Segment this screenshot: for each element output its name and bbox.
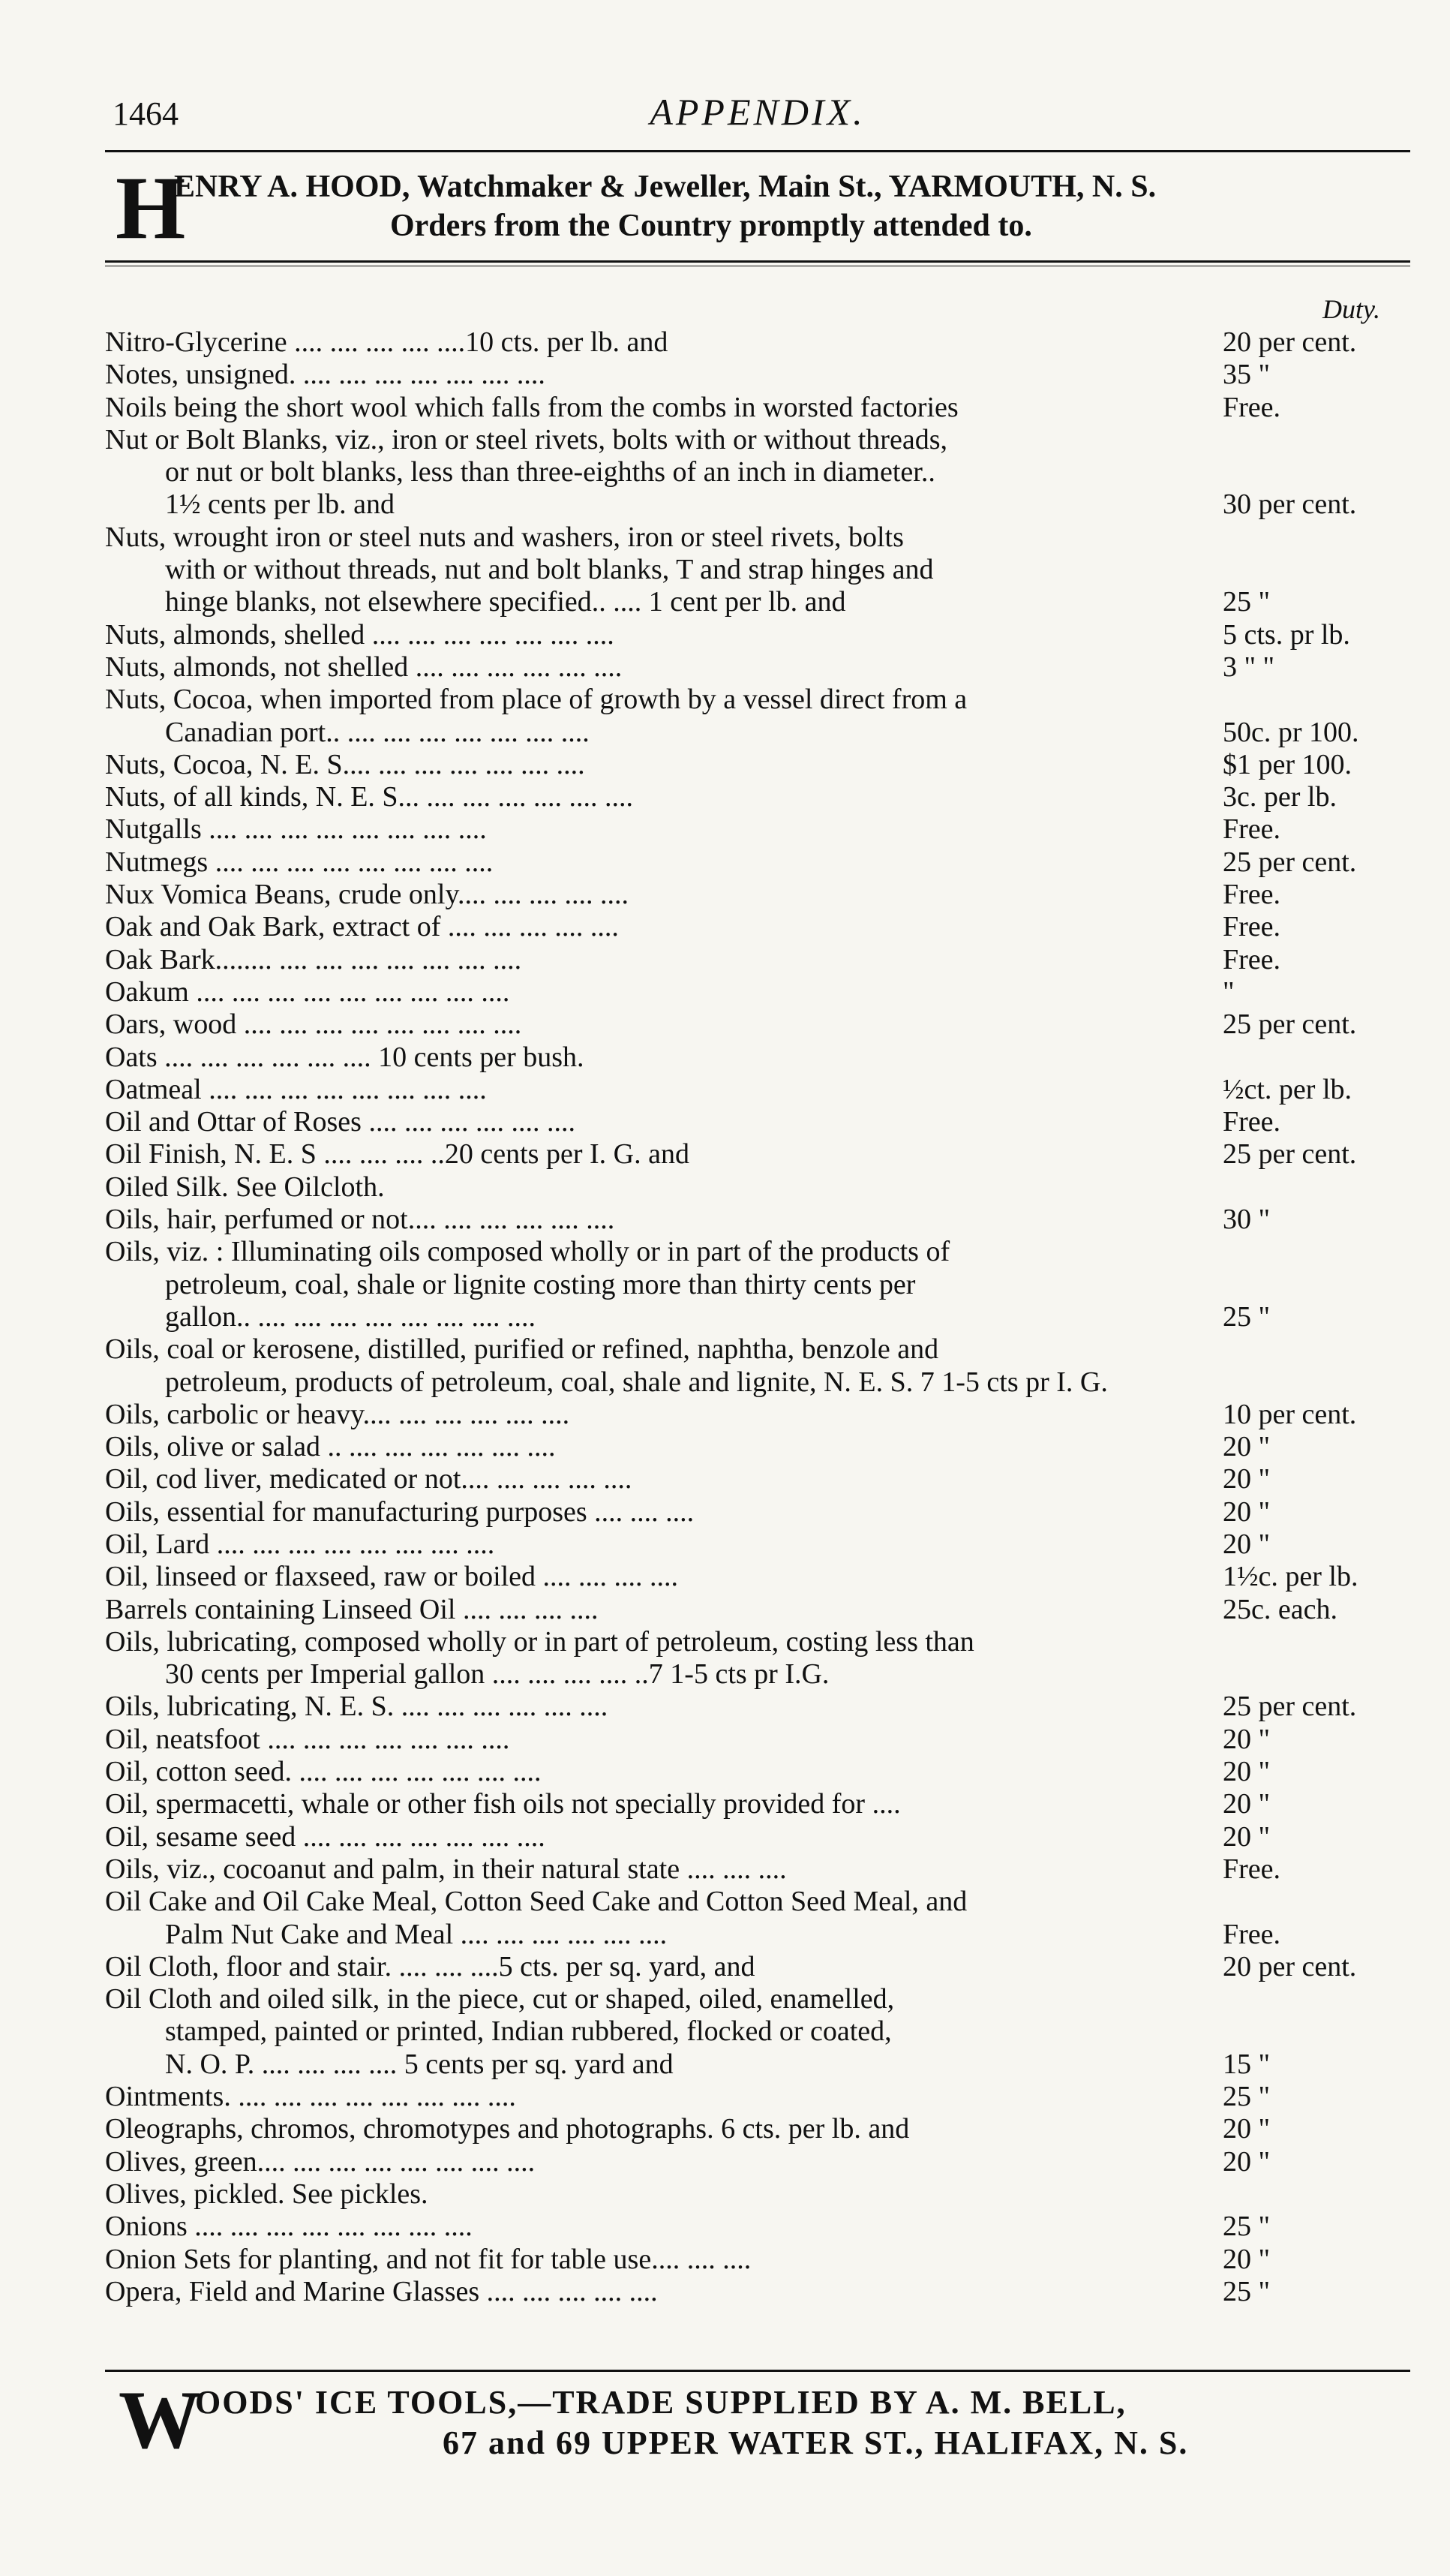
- entry-continuation: petroleum, products of petroleum, coal, shale and lignite, N. E. S. 7 1-5 cts pr I. G.: [165, 1366, 1108, 1398]
- entry-description: Oil, cod liver, medicated or not.... .... .... .... ....: [105, 1463, 632, 1495]
- tariff-entry: [105, 1561, 1410, 1593]
- tariff-entry: [105, 1074, 1410, 1106]
- tariff-entry: [105, 1691, 1410, 1723]
- entry-duty: 25 ": [1223, 586, 1271, 618]
- tariff-entry: [105, 1951, 1410, 1983]
- tariff-entry: [105, 2178, 1410, 2211]
- entry-duty: 15 ": [1223, 2048, 1271, 2080]
- entry-description: Notes, unsigned. .... .... .... .... .... .... ....: [105, 359, 545, 391]
- entry-description: Nuts, almonds, not shelled .... .... .... .... .... ....: [105, 651, 623, 683]
- tariff-entry: [105, 1756, 1410, 1788]
- tariff-entry: [105, 424, 1410, 522]
- page-number: 1464: [113, 95, 179, 132]
- entry-description: Nuts, wrought iron or steel nuts and washers, iron or steel rivets, bolts: [105, 521, 904, 553]
- entry-description: Onion Sets for planting, and not fit for table use.... .... ....: [105, 2243, 752, 2275]
- entry-duty: 20 ": [1223, 1820, 1271, 1853]
- entry-duty: Free.: [1223, 1853, 1281, 1885]
- tariff-entry: [105, 2113, 1410, 2145]
- entry-description: Oils, lubricating, N. E. S. .... .... .... .... .... ....: [105, 1691, 608, 1723]
- entry-continuation: 30 cents per Imperial gallon .... .... .... .... ..7 1-5 cts pr I.G.: [165, 1658, 830, 1691]
- entry-duty: 20 ": [1223, 2145, 1271, 2178]
- tariff-entry: [105, 2276, 1410, 2308]
- entry-description: Ointments. .... .... .... .... .... .... .... ....: [105, 2081, 516, 2113]
- entry-duty: 20 ": [1223, 2243, 1271, 2275]
- entry-duty: Free.: [1223, 1918, 1281, 1950]
- entry-duty: ": [1223, 975, 1235, 1008]
- entry-description: Olives, pickled. See pickles.: [105, 2178, 428, 2210]
- header-rule: [105, 150, 1410, 152]
- entry-continuation: Palm Nut Cake and Meal .... .... .... .... .... ....: [165, 1918, 668, 1950]
- entry-duty: Free.: [1223, 879, 1281, 911]
- top-ad-drop-cap: H: [116, 158, 186, 257]
- entry-description: Oil, sesame seed .... .... .... .... .... .... ....: [105, 1820, 545, 1853]
- entry-duty: 10 per cent.: [1223, 1398, 1357, 1430]
- entry-duty: 3 " ": [1223, 651, 1275, 683]
- tariff-entry: [105, 976, 1410, 1008]
- entry-duty: 30 per cent.: [1223, 488, 1357, 521]
- tariff-entry: [105, 1821, 1410, 1853]
- tariff-entry: [105, 1204, 1410, 1236]
- tariff-entry: [105, 1886, 1410, 1951]
- tariff-entry: [105, 879, 1410, 911]
- entry-duty: 1½c. per lb.: [1223, 1561, 1358, 1593]
- tariff-entry: [105, 1008, 1410, 1041]
- tariff-entry: [105, 684, 1410, 749]
- entry-duty: Free.: [1223, 1106, 1281, 1138]
- tariff-entry: [105, 1496, 1410, 1528]
- entry-description: Olives, green.... .... .... .... .... .... .... ....: [105, 2145, 536, 2178]
- entry-description: Oats .... .... .... .... .... .... 10 cents per bush.: [105, 1041, 584, 1073]
- entry-description: Oils, carbolic or heavy.... .... .... .... .... ....: [105, 1398, 570, 1430]
- tariff-entry: [105, 1399, 1410, 1431]
- entry-description: Oils, viz. : Illuminating oils composed wholly or in part of the products of: [105, 1236, 950, 1268]
- entry-continuation: stamped, painted or printed, Indian rubbered, flocked or coated,: [165, 2015, 892, 2048]
- page-header: [105, 90, 1410, 150]
- entry-continuation: with or without threads, nut and bolt blanks, T and strap hinges and: [165, 554, 934, 586]
- entry-duty: 25 per cent.: [1223, 1008, 1357, 1041]
- tariff-entry: [105, 326, 1410, 359]
- entry-continuation: N. O. P. .... .... .... .... 5 cents per sq. yard and: [165, 2048, 674, 2080]
- entry-duty: 5 cts. pr lb.: [1223, 618, 1350, 651]
- tariff-entry: [105, 1236, 1410, 1333]
- entry-description: Oil Cloth, floor and stair. .... .... ....5 cts. per sq. yard, and: [105, 1950, 755, 1982]
- entry-duty: ½ct. per lb.: [1223, 1073, 1352, 1105]
- entry-description: Nuts, almonds, shelled .... .... .... .... .... .... ....: [105, 618, 614, 651]
- entry-duty: 30 ": [1223, 1204, 1271, 1236]
- entry-duty: Free.: [1223, 813, 1281, 846]
- tariff-entry: [105, 1724, 1410, 1756]
- tariff-entry: [105, 1528, 1410, 1561]
- entry-description: Onions .... .... .... .... .... .... .... ....: [105, 2211, 473, 2243]
- entry-duty: 20 ": [1223, 1756, 1271, 1788]
- entry-description: Oleographs, chromos, chromotypes and photographs. 6 cts. per lb. and: [105, 2113, 910, 2145]
- tariff-entry: [105, 846, 1410, 879]
- tariff-entry: [105, 944, 1410, 976]
- entry-duty: Free.: [1223, 943, 1281, 975]
- entry-duty: 50c. pr 100.: [1223, 716, 1359, 748]
- entry-description: Oil, linseed or flaxseed, raw or boiled .... .... .... ....: [105, 1561, 679, 1593]
- tariff-entry: [105, 2081, 1410, 2113]
- entry-duty: 25 per cent.: [1223, 1691, 1357, 1723]
- tariff-entry: [105, 2244, 1410, 2276]
- entry-description: Oil, cotton seed. .... .... .... .... .... .... ....: [105, 1756, 542, 1788]
- tariff-entry: [105, 392, 1410, 424]
- tariff-entry: [105, 749, 1410, 781]
- tariff-entry: [105, 813, 1410, 846]
- entry-continuation: gallon.. .... .... .... .... .... .... .... ....: [165, 1300, 536, 1333]
- entry-description: Oils, viz., cocoanut and palm, in their natural state .... .... ....: [105, 1853, 787, 1885]
- entry-duty: Free.: [1223, 911, 1281, 943]
- entry-duty: 25 ": [1223, 2081, 1271, 2113]
- tariff-entry: [105, 1333, 1410, 1399]
- entry-duty: 25 per cent.: [1223, 1138, 1357, 1171]
- entry-description: Nut or Bolt Blanks, viz., iron or steel rivets, bolts with or without threads,: [105, 423, 947, 455]
- entry-duty: 20 ": [1223, 1528, 1271, 1560]
- entry-description: Oil, spermacetti, whale or other fish oils not specially provided for ....: [105, 1788, 901, 1820]
- entry-description: Oils, coal or kerosene, distilled, purified or refined, naphtha, benzole and: [105, 1333, 939, 1366]
- footer-advertisement: [105, 2374, 1410, 2469]
- tariff-entry: [105, 2146, 1410, 2178]
- entry-description: Barrels containing Linseed Oil .... .... .... ....: [105, 1593, 599, 1625]
- entry-description: Oak and Oak Bark, extract of .... .... .... .... ....: [105, 911, 619, 943]
- entry-continuation: hinge blanks, not elsewhere specified.. .... 1 cent per lb. and: [165, 586, 846, 618]
- entry-description: Nuts, Cocoa, when imported from place of growth by a vessel direct from a: [105, 684, 968, 716]
- tariff-entry: [105, 522, 1410, 619]
- entry-description: Oatmeal .... .... .... .... .... .... .... ....: [105, 1073, 487, 1105]
- tariff-entry: [105, 1788, 1410, 1820]
- page: [105, 90, 1410, 2308]
- entry-duty: 20 ": [1223, 1463, 1271, 1495]
- top-ad-line-1: ENRY A. HOOD, Watchmaker & Jeweller, Main St., YARMOUTH, N. S.: [174, 170, 1157, 204]
- footer-ad-line-1: OODS' ICE TOOLS,—TRADE SUPPLIED BY A. M. BELL,: [195, 2384, 1127, 2421]
- tariff-entry: [105, 1171, 1410, 1204]
- entry-description: Oils, olive or salad .. .... .... .... .... .... ....: [105, 1431, 556, 1463]
- footer-ad-line-2: 67 and 69 UPPER WATER ST., HALIFAX, N. S.: [443, 2424, 1189, 2461]
- entry-duty: 3c. per lb.: [1223, 781, 1337, 813]
- entry-description: Oars, wood .... .... .... .... .... .... .... ....: [105, 1008, 522, 1041]
- tariff-entry: [105, 651, 1410, 684]
- entry-duty: 20 per cent.: [1223, 1950, 1357, 1982]
- entry-duty: 25 ": [1223, 2275, 1271, 2307]
- top-ad-line-2: Orders from the Country promptly attended to.: [390, 209, 1032, 243]
- entry-continuation: 1½ cents per lb. and: [165, 488, 395, 521]
- entry-duty: $1 per 100.: [1223, 748, 1352, 780]
- tariff-entry: [105, 1983, 1410, 2081]
- entry-duty: 25 ": [1223, 2211, 1271, 2243]
- entry-duty: 25c. each.: [1223, 1593, 1337, 1625]
- entry-description: Opera, Field and Marine Glasses .... .... .... .... ....: [105, 2275, 658, 2307]
- tariff-entry: [105, 1594, 1410, 1626]
- top-advertisement: [105, 158, 1410, 260]
- tariff-entry: [105, 1138, 1410, 1171]
- tariff-entry: [105, 359, 1410, 391]
- entry-description: Oils, essential for manufacturing purposes .... .... ....: [105, 1495, 695, 1528]
- running-head: APPENDIX.: [650, 91, 866, 133]
- entry-description: Oil Finish, N. E. S .... .... .... ..20 cents per I. G. and: [105, 1138, 689, 1171]
- ad-rule: [105, 260, 1410, 266]
- entry-description: Oil Cake and Oil Cake Meal, Cotton Seed Cake and Cotton Seed Meal, and: [105, 1886, 968, 1918]
- tariff-entry: [105, 619, 1410, 651]
- entry-continuation: or nut or bolt blanks, less than three-eighths of an inch in diameter..: [165, 456, 935, 488]
- entry-description: Oils, lubricating, composed wholly or in part of petroleum, costing less than: [105, 1625, 974, 1658]
- tariff-entry: [105, 781, 1410, 813]
- tariff-entry: [105, 1463, 1410, 1495]
- entry-duty: 20 ": [1223, 1788, 1271, 1820]
- tariff-entry: [105, 2211, 1410, 2243]
- entry-description: Oil, Lard .... .... .... .... .... .... .... ....: [105, 1528, 495, 1560]
- entry-description: Oil Cloth and oiled silk, in the piece, cut or shaped, oiled, enamelled,: [105, 1983, 895, 2015]
- entry-duty: 25 per cent.: [1223, 846, 1357, 878]
- entry-description: Oiled Silk. See Oilcloth.: [105, 1171, 385, 1203]
- entry-duty: 20 ": [1223, 1431, 1271, 1463]
- entry-description: Nitro-Glycerine .... .... .... .... ....10 cts. per lb. and: [105, 326, 668, 358]
- entry-description: Oil, neatsfoot .... .... .... .... .... .... ....: [105, 1723, 510, 1755]
- entry-description: Nutmegs .... .... .... .... .... .... .... ....: [105, 846, 494, 878]
- entry-description: Oil and Ottar of Roses .... .... .... .... .... ....: [105, 1106, 575, 1138]
- entry-description: Nux Vomica Beans, crude only.... .... .... .... ....: [105, 879, 629, 911]
- tariff-entry: [105, 1431, 1410, 1463]
- entry-duty: 20 ": [1223, 1723, 1271, 1755]
- entry-description: Oak Bark........ .... .... .... .... .... .... ....: [105, 943, 522, 975]
- entry-duty: 20 ": [1223, 2113, 1271, 2145]
- tariff-entry: [105, 1042, 1410, 1074]
- entry-duty: 20 per cent.: [1223, 326, 1357, 358]
- entry-duty: Free.: [1223, 391, 1281, 423]
- entry-duty: 20 ": [1223, 1495, 1271, 1528]
- tariff-entry: [105, 1106, 1410, 1138]
- tariff-entry: [105, 911, 1410, 943]
- entry-description: Noils being the short wool which falls from the combs in worsted factories: [105, 391, 959, 423]
- tariff-entry: [105, 1626, 1410, 1691]
- entry-continuation: petroleum, coal, shale or lignite costing more than thirty cents per: [165, 1268, 916, 1300]
- tariff-entry: [105, 1853, 1410, 1886]
- entry-description: Nuts, Cocoa, N. E. S.... .... .... .... .... .... ....: [105, 748, 585, 780]
- entry-duty: 25 ": [1223, 1300, 1271, 1333]
- entry-description: Nuts, of all kinds, N. E. S... .... .... .... .... .... ....: [105, 781, 634, 813]
- entry-continuation: Canadian port.. .... .... .... .... .... .... ....: [165, 716, 590, 748]
- entry-duty: 35 ": [1223, 359, 1271, 391]
- duty-column-heading: Duty.: [1322, 294, 1380, 324]
- footer-rule: [105, 2370, 1410, 2372]
- entry-description: Oakum .... .... .... .... .... .... .... .... ....: [105, 975, 510, 1008]
- tariff-entries: [105, 326, 1410, 2308]
- footer-ad-drop-cap: W: [119, 2374, 201, 2466]
- entry-description: Nutgalls .... .... .... .... .... .... .... ....: [105, 813, 487, 846]
- entry-description: Oils, hair, perfumed or not.... .... .... .... .... ....: [105, 1204, 615, 1236]
